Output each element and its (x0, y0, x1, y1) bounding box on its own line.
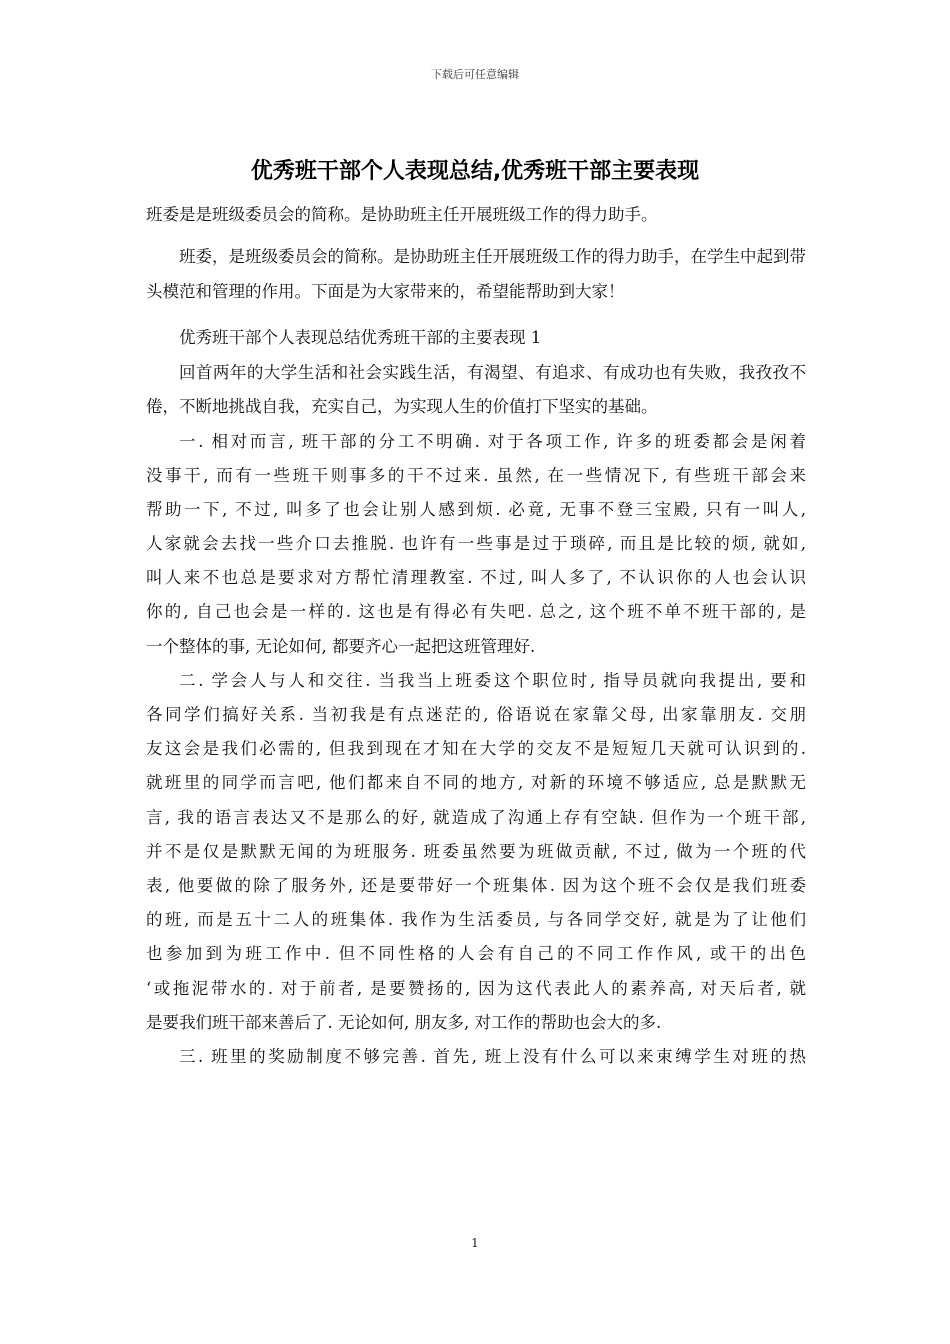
text-line: 言, 我的语言表达又不是那么的好, 就造成了沟通上存有空缺. 但作为一个班干部, (146, 807, 806, 827)
text-line: 并不是仅是默默无闻的为班服务. 班委虽然要为班做贡献, 不过, 做为一个班的代 (146, 841, 806, 861)
text-line: 是要我们班干部来善后了. 无论如何, 朋友多, 对工作的帮助也会大的多. (146, 1012, 662, 1032)
text-line: 一个整体的事, 无论如何, 都要齐心一起把这班管理好. (146, 636, 536, 656)
section-three (146, 1040, 806, 1074)
section-heading: 优秀班干部个人表现总结优秀班干部的主要表现 1 (179, 328, 542, 347)
text-line: 三. 班里的奖励制度不够完善. 首先, 班上没有什么可以来束缚学生对班的热 (179, 1046, 806, 1066)
text-line: 友这会是我们必需的, 但我到现在才知在大学的交友不是短短几天就可认识到的. (146, 739, 806, 759)
paragraph: 回首两年的大学生活和社会实践生活，有渴望、有追求、有成功也有失败，我孜孜不倦，不断地挑战自我，充实自己，为实现人生的价值打下坚实的基础。 (146, 362, 806, 416)
text-line: 叫人来不也总是要求对方帮忙清理教室. 不过, 叫人多了, 不认识你的人也会认识 (146, 568, 806, 588)
page-header: 下载后可任意编辑 (431, 68, 519, 81)
section-one (146, 425, 806, 664)
text-line: 就班里的同学而言吧, 他们都来自不同的地方, 对新的环境不够适应, 总是默默无 (146, 773, 806, 793)
text-line: 你的, 自己也会是一样的. 这也是有得必有失吧. 总之, 这个班不单不班干部的, 是 (146, 602, 806, 622)
text-line: 表, 他要做的除了服务外, 还是要带好一个班集体. 因为这个班不会仅是我们班委 (146, 875, 806, 895)
text-line: 帮助一下, 不过, 叫多了也会让别人感到烦. 必竟, 无事不登三宝殿, 只有一叫人, (146, 499, 806, 519)
text-line: 一. 相对而言, 班干部的分工不明确. 对于各项工作, 许多的班委都会是闲着 (179, 431, 806, 451)
text-line: ‘或拖泥带水的. 对于前者, 是要赞扬的, 因为这代表此人的素养高, 对天后者, 就 (146, 978, 806, 998)
paragraph: 班委，是班级委员会的简称。是协助班主任开展班级工作的得力助手，在学生中起到带头模范和管理的作用。下面是为大家带来的，希望能帮助到大家！ (146, 247, 806, 301)
intro-paragraph: 班委是是班级委员会的简称。是协助班主任开展班级工作的得力助手。 (146, 205, 658, 224)
text-line: 没事干, 而有一些班干则事多的干不过来. 虽然, 在一些情况下, 有些班干部会来 (146, 465, 806, 485)
text-line: 人家就会去找一些介口去推脱. 也许有一些事是过于琐碎, 而且是比较的烦, 就如, (146, 534, 806, 554)
section-two (146, 664, 806, 1040)
text-line: 也参加到为班工作中. 但不同性格的人会有自己的不同工作作风, 或干的出色 (146, 944, 806, 964)
document-body (146, 196, 806, 1074)
document-title: 优秀班干部个人表现总结,优秀班干部主要表现 (250, 159, 700, 184)
page-number: 1 (471, 1236, 479, 1250)
text-line: 二. 学会人与人和交往. 当我当上班委这个职位时, 指导员就向我提出, 要和 (179, 670, 806, 690)
text-line: 的班, 而是五十二人的班集体. 我作为生活委员, 与各同学交好, 就是为了让他们 (146, 910, 806, 930)
text-line: 各同学们搞好关系. 当初我是有点迷茫的, 俗语说在家靠父母, 出家靠朋友. 交朋 (146, 705, 806, 724)
